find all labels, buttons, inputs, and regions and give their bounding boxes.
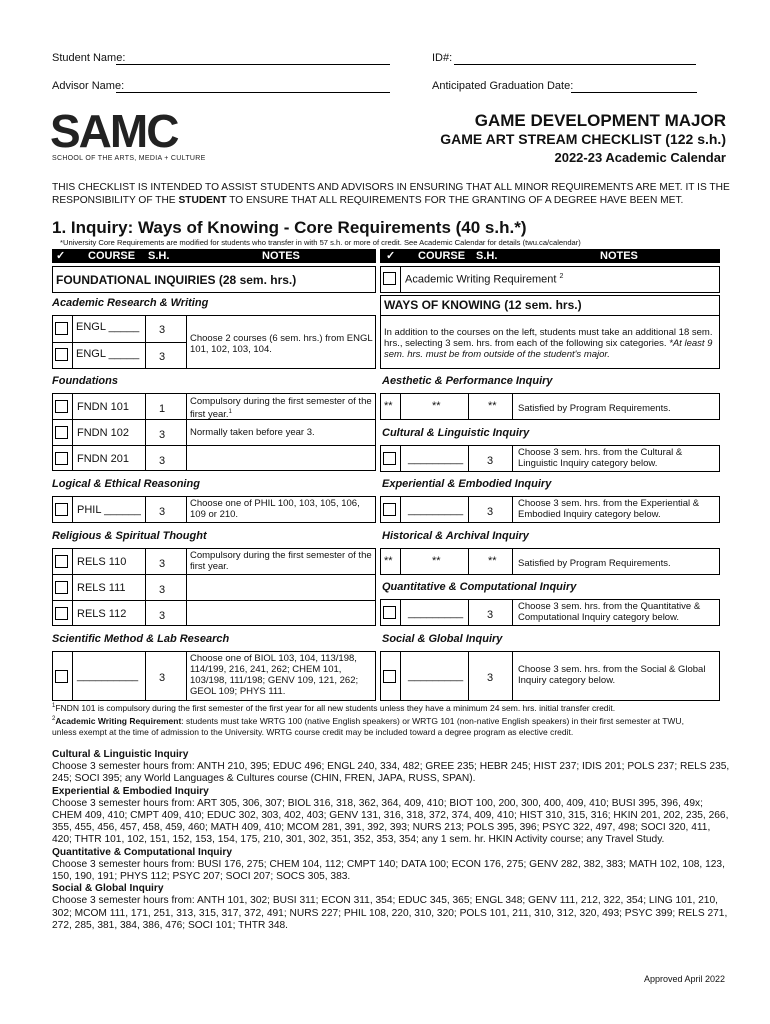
- religious-heading: Religious & Spiritual Thought: [52, 530, 207, 542]
- science-note: Choose one of BIOL 103, 104, 113/198, 114/199, 216, 241, 262; CHEM 101, 103/198, 111/198; GENV 109, 121, 262; GEOL 109; PHYS 111.: [190, 653, 359, 697]
- cultural-note: Choose 3 sem. hrs. from the Cultural & Linguistic Inquiry category below.: [518, 447, 683, 469]
- rels110-checkbox[interactable]: [55, 555, 68, 568]
- aesthetic-sh: **: [488, 400, 497, 412]
- fndn101-checkbox[interactable]: [55, 400, 68, 413]
- rels110-course: RELS 110: [77, 556, 127, 568]
- experiential-sh: 3: [487, 506, 494, 518]
- intro-text: THIS CHECKLIST IS INTENDED TO ASSIST STUDENTS AND ADVISORS IN ENSURING THAT ALL MINOR REQUIREMENTS ARE MET. IT IS THE RESPONSIBILITY OF THE STUDENT TO ENSURE THAT ALL REQUIREMENTS FOR THE GRANTING OF A DEGREE HAVE BEEN MET.: [52, 182, 730, 206]
- experiential-heading: Experiential & Embodied Inquiry: [382, 478, 552, 490]
- social-course[interactable]: _________: [408, 670, 464, 682]
- rels111-sh: 3: [159, 584, 166, 596]
- historical-course: **: [432, 555, 441, 567]
- stream-title: GAME ART STREAM CHECKLIST (122 s.h.): [440, 131, 726, 147]
- rels112-sh: 3: [159, 610, 166, 622]
- graduation-field[interactable]: [571, 92, 697, 93]
- historical-check: **: [384, 555, 393, 567]
- foundations-heading: Foundations: [52, 375, 118, 387]
- right-table-header: ✓ COURSE S.H. NOTES: [380, 249, 720, 263]
- fndn101-note: Compulsory during the first semester of the first year.$^1$: [190, 396, 372, 421]
- advisor-name-field[interactable]: [116, 92, 390, 93]
- engl-note: Choose 2 courses (6 sem. hrs.) from ENGL 101, 102, 103, 104.: [190, 333, 373, 355]
- fndn201-course: FNDN 201: [77, 453, 129, 465]
- advisor-name-label: Advisor Name:: [52, 80, 125, 92]
- category-lists: Cultural & Linguistic Inquiry Choose 3 semester hours from: ANTH 210, 395; EDUC 496; ENGL 240, 334, 482; GREE 235; HEBR 245; HIST 237; IDIS 201; POLS 237; RELS 235, 245; SOCI 395; any World Languages & Cultures course (CHIN, FREN, JAPA, RUSS, SPAN). Experiential & Embodied Inquiry Choose 3 semester hours from: ART 305, 306, 307; BIOL 316, 318, 362, 364, 409, 410; BIOT 100, 200, 300, 400, 409, 410; BUSI 395, 396, 49x; CHEM 409, 410; CMPT 409, 410; EDUC 302, 303, 402, 403; GENV 131, 316, 318, 372, 374, 409, 410; HIST 310, 315, 316; HKIN 201, 202, 235, 266, 355, 455, 456, 457, 458, 459, 460; MATH 409, 410; MCOM 281, 391, 392, 393; NURS 213; POLS 395, 396; PSYC 322, 497, 498; SOCI 320, 411, 420; THTR 101, 102, 151, 152, 153, 154, 175, 210, 301, 302, 351, 352, 353, 354; any 1 sem. hr. HKIN Activity course; any Travel Study. Quantitative & Computational Inquiry Choose 3 semester hours from: BUSI 176, 275; CHEM 104, 112; CMPT 140; DATA 100; ECON 176, 275; GENV 282, 382, 383; MATH 102, 108, 123, 150, 190, 191; PHYS 112; PSYC 207; SOCI 207; SOCS 305, 383. Social & Global Inquiry Choose 3 semester hours from: ANTH 101, 302; BUSI 311; ECON 311, 354; EDUC 345, 365; ENGL 348; GENV 111, 212, 322, 354; LING 101, 210, 302; MCOM 111, 171, 251, 313, 315, 317, 372, 491; NURS 227; PHIL 108, 220, 310, 320; POLS 101, 211, 310, 312, 320, 493; PSYC 399; RELS 271, 272, 285, 381, 384, 386, 476; SOCI 101; THTR 348.: [52, 749, 730, 931]
- calendar-title: 2022-23 Academic Calendar: [554, 150, 726, 165]
- section-1-title: 1. Inquiry: Ways of Knowing - Core Requirements (40 s.h.*): [52, 218, 527, 237]
- social-checkbox[interactable]: [383, 670, 396, 683]
- left-table-header: ✓ COURSE S.H. NOTES: [52, 249, 376, 263]
- engl-2-course[interactable]: ENGL _____: [76, 348, 140, 360]
- student-name-field[interactable]: [116, 64, 390, 65]
- phil-note: Choose one of PHIL 100, 103, 105, 106, 109 or 210.: [190, 498, 360, 520]
- quantitative-sh: 3: [487, 609, 494, 621]
- rels111-course: RELS 111: [77, 582, 126, 594]
- rels110-note: Compulsory during the first semester of the first year.: [190, 550, 372, 572]
- experiential-note: Choose 3 sem. hrs. from the Experiential & Embodied Inquiry category below.: [518, 498, 700, 520]
- id-field[interactable]: [454, 64, 696, 65]
- social-note: Choose 3 sem. hrs. from the Social & Global Inquiry category below.: [518, 664, 706, 686]
- science-course[interactable]: __________: [77, 670, 139, 682]
- aesthetic-heading: Aesthetic & Performance Inquiry: [382, 375, 553, 387]
- quantitative-note: Choose 3 sem. hrs. from the Quantitative & Computational Inquiry category below.: [518, 601, 701, 623]
- experiential-checkbox[interactable]: [383, 503, 396, 516]
- ways-heading: WAYS OF KNOWING (12 sem. hrs.): [384, 298, 582, 312]
- fndn201-sh: 3: [159, 455, 166, 467]
- engl-1-sh: 3: [159, 324, 166, 336]
- historical-sh: **: [488, 555, 497, 567]
- fndn102-sh: 3: [159, 429, 166, 441]
- science-checkbox[interactable]: [55, 670, 68, 683]
- fndn102-checkbox[interactable]: [55, 426, 68, 439]
- engl-2-checkbox[interactable]: [55, 348, 68, 361]
- scientific-heading: Scientific Method & Lab Research: [52, 633, 230, 645]
- engl-2-sh: 3: [159, 351, 166, 363]
- logo-tagline: SCHOOL OF THE ARTS, MEDIA + CULTURE: [52, 155, 206, 162]
- historical-note: Satisfied by Program Requirements.: [518, 558, 671, 569]
- id-label: ID#:: [432, 52, 453, 64]
- science-sh: 3: [159, 672, 166, 684]
- social-sh: 3: [487, 672, 494, 684]
- quantitative-heading: Quantitative & Computational Inquiry: [382, 581, 577, 593]
- samc-logo: SAMC: [50, 105, 178, 157]
- academic-writing-label: Academic Writing Requirement $^2$: [405, 273, 564, 286]
- aesthetic-course: **: [432, 400, 441, 412]
- engl-1-course[interactable]: ENGL _____: [76, 321, 140, 333]
- phil-course[interactable]: PHIL ______: [77, 504, 141, 516]
- rels112-course: RELS 112: [77, 608, 127, 620]
- fndn101-sh: 1: [159, 403, 166, 415]
- foundational-heading: FOUNDATIONAL INQUIRIES (28 sem. hrs.): [56, 273, 297, 287]
- rels112-checkbox[interactable]: [55, 607, 68, 620]
- section-1-note: *University Core Requirements are modified for students who transfer in with 57 s.h. or more of credit. See Academic Calendar for details (twu.ca/calendar): [60, 238, 581, 247]
- phil-checkbox[interactable]: [55, 503, 68, 516]
- cultural-heading: Cultural & Linguistic Inquiry: [382, 427, 530, 439]
- quantitative-course[interactable]: _________: [408, 607, 464, 619]
- rels111-checkbox[interactable]: [55, 581, 68, 594]
- cultural-course[interactable]: _________: [408, 453, 464, 465]
- fndn102-note: Normally taken before year 3.: [190, 427, 315, 438]
- cultural-checkbox[interactable]: [383, 452, 396, 465]
- cultural-sh: 3: [487, 455, 494, 467]
- ways-note: In addition to the courses on the left, students must take an additional 18 sem. hrs., selecting 3 sem. hrs. from each of the following six categories. *At least 9 sem. hrs. must be from outside of the student's major.: [384, 327, 713, 360]
- social-heading: Social & Global Inquiry: [382, 633, 503, 645]
- fndn201-checkbox[interactable]: [55, 452, 68, 465]
- fndn101-course: FNDN 101: [77, 401, 129, 413]
- major-title: GAME DEVELOPMENT MAJOR: [474, 111, 726, 130]
- fndn102-course: FNDN 102: [77, 427, 129, 439]
- footnotes: $^1$FNDN 101 is compulsory during the first semester of the first year for all new students unless they have a minimum 24 sem. hrs. initial transfer credit. $^2$Academic Writing Requirement: students must take WRTG 100 (native English speakers) or WRTG 101 (non-native English speakers) in their first semester at TWU, unless exempt at the time of admission to the University. WRTG course credit may be included toward a degree program as elective credit.: [52, 702, 684, 737]
- student-name-label: Student Name:: [52, 52, 126, 64]
- rels110-sh: 3: [159, 558, 166, 570]
- logical-heading: Logical & Ethical Reasoning: [52, 478, 200, 490]
- experiential-course[interactable]: _________: [408, 504, 464, 516]
- graduation-label: Anticipated Graduation Date:: [432, 80, 574, 92]
- quantitative-checkbox[interactable]: [383, 606, 396, 619]
- phil-sh: 3: [159, 506, 166, 518]
- approved-date: Approved April 2022: [643, 974, 725, 984]
- academic-research-heading: Academic Research & Writing: [52, 297, 209, 309]
- aesthetic-check: **: [384, 400, 393, 412]
- historical-heading: Historical & Archival Inquiry: [382, 530, 529, 542]
- aesthetic-note: Satisfied by Program Requirements.: [518, 403, 671, 414]
- engl-1-checkbox[interactable]: [55, 322, 68, 335]
- academic-writing-checkbox[interactable]: [383, 272, 396, 285]
